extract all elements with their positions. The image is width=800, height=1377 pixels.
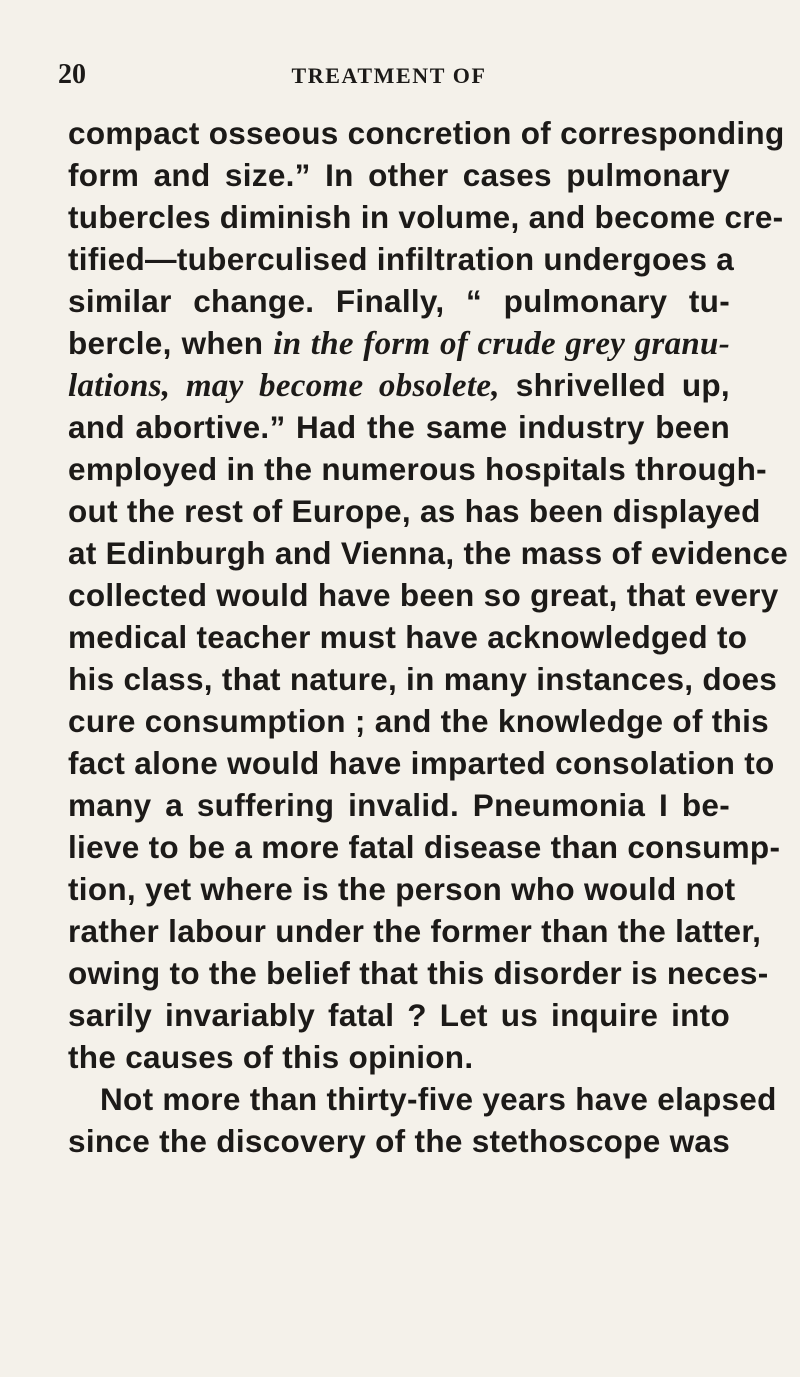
- text-line: tubercles diminish in volume, and become cre-: [68, 199, 784, 235]
- text-line: tified—tuberculised infiltration undergoes a: [68, 241, 735, 277]
- text-line: many a suffering invalid. Pneumonia I be-: [68, 787, 730, 823]
- text-line: cure consumption ; and the knowledge of this: [68, 703, 769, 739]
- text-line: his class, that nature, in many instances, does: [68, 661, 778, 697]
- body-text: [68, 112, 789, 1162]
- text-line: owing to the belief that this disorder is neces-: [68, 955, 769, 991]
- text-line: and abortive.” Had the same industry been: [68, 409, 730, 445]
- text-line: the causes of this opinion.: [68, 1039, 474, 1075]
- text-line: [68, 364, 730, 406]
- text-line: collected would have been so great, that every: [68, 577, 779, 613]
- text-line: out the rest of Europe, as has been displayed: [68, 493, 761, 529]
- text-run: bercle, when: [68, 325, 274, 361]
- text-line: at Edinburgh and Vienna, the mass of evidence: [68, 535, 789, 571]
- running-title: TREATMENT OF: [291, 63, 487, 88]
- text-line: compact osseous concretion of corresponding: [68, 115, 785, 151]
- text-line: lieve to be a more fatal disease than consump-: [68, 829, 781, 865]
- text-line: employed in the numerous hospitals through-: [68, 451, 767, 487]
- text-line: [68, 322, 730, 364]
- text-run: shrivelled up,: [499, 367, 730, 403]
- text-line: tion, yet where is the person who would not: [68, 871, 736, 907]
- italic-run: lations, may become obsolete,: [68, 368, 500, 404]
- text-line: rather labour under the former than the latter,: [68, 913, 762, 949]
- text-line: sarily invariably fatal ? Let us inquire into: [68, 997, 730, 1033]
- text-line: similar change. Finally, “ pulmonary tu-: [68, 283, 730, 319]
- text-line: form and size.” In other cases pulmonary: [68, 157, 730, 193]
- running-head: [58, 58, 760, 92]
- text-line: medical teacher must have acknowledged to: [68, 619, 748, 655]
- italic-run: in the form of crude grey granu-: [273, 326, 731, 362]
- text-line-paragraph-start: Not more than thirty-five years have elapsed: [100, 1081, 777, 1117]
- text-line: fact alone would have imparted consolation to: [68, 745, 775, 781]
- page-number: 20: [58, 59, 86, 90]
- text-line: since the discovery of the stethoscope was: [68, 1123, 731, 1159]
